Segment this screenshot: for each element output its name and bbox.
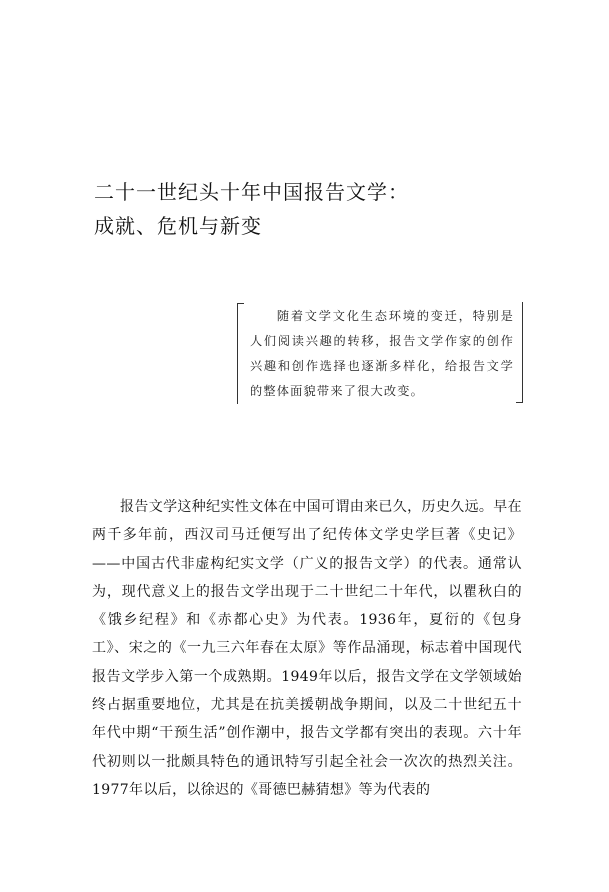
chapter-title-line-1: 二十一世纪头十年中国报告文学：	[94, 180, 409, 204]
abstract-text: 随着文学文化生态环境的变迁，特别是人们阅读兴趣的转移，报告文学作家的创作兴趣和创作选择也逐渐多样化，给报告文学的整体面貌带来了很大改变。	[250, 309, 514, 398]
chapter-title	[94, 175, 534, 243]
body-paragraph: 报告文学这种纪实性文体在中国可谓由来已久，历史久远。早在两千多年前，西汉司马迁便写出了纪传体文学史学巨著《史记》——中国古代非虚构纪实文学（广义的报告文学）的代表。通常认为，现代意义上的报告文学出现于二十世纪二十年代，以瞿秋白的《饿乡纪程》和《赤都心史》为代表。1936年，夏衍的《包身工》、宋之的《一九三六年春在太原》等作品涌现，标志着中国现代报告文学步入第一个成熟期。1949年以后，报告文学在文学领域始终占据重要地位，尤其是在抗美援朝战争期间，以及二十世纪五十年代中期“干预生活”创作潮中，报告文学都有突出的表现。六十年代初则以一批颇具特色的通讯特写引起全社会一次次的热烈关注。1977年以后，以徐迟的《哥德巴赫猜想》等为代表的	[92, 499, 522, 798]
chapter-abstract	[237, 303, 523, 403]
abstract-bracket-left	[237, 303, 244, 404]
chapter-title-line-2: 成就、危机与新变	[94, 214, 262, 238]
abstract-bracket-right	[516, 302, 523, 403]
